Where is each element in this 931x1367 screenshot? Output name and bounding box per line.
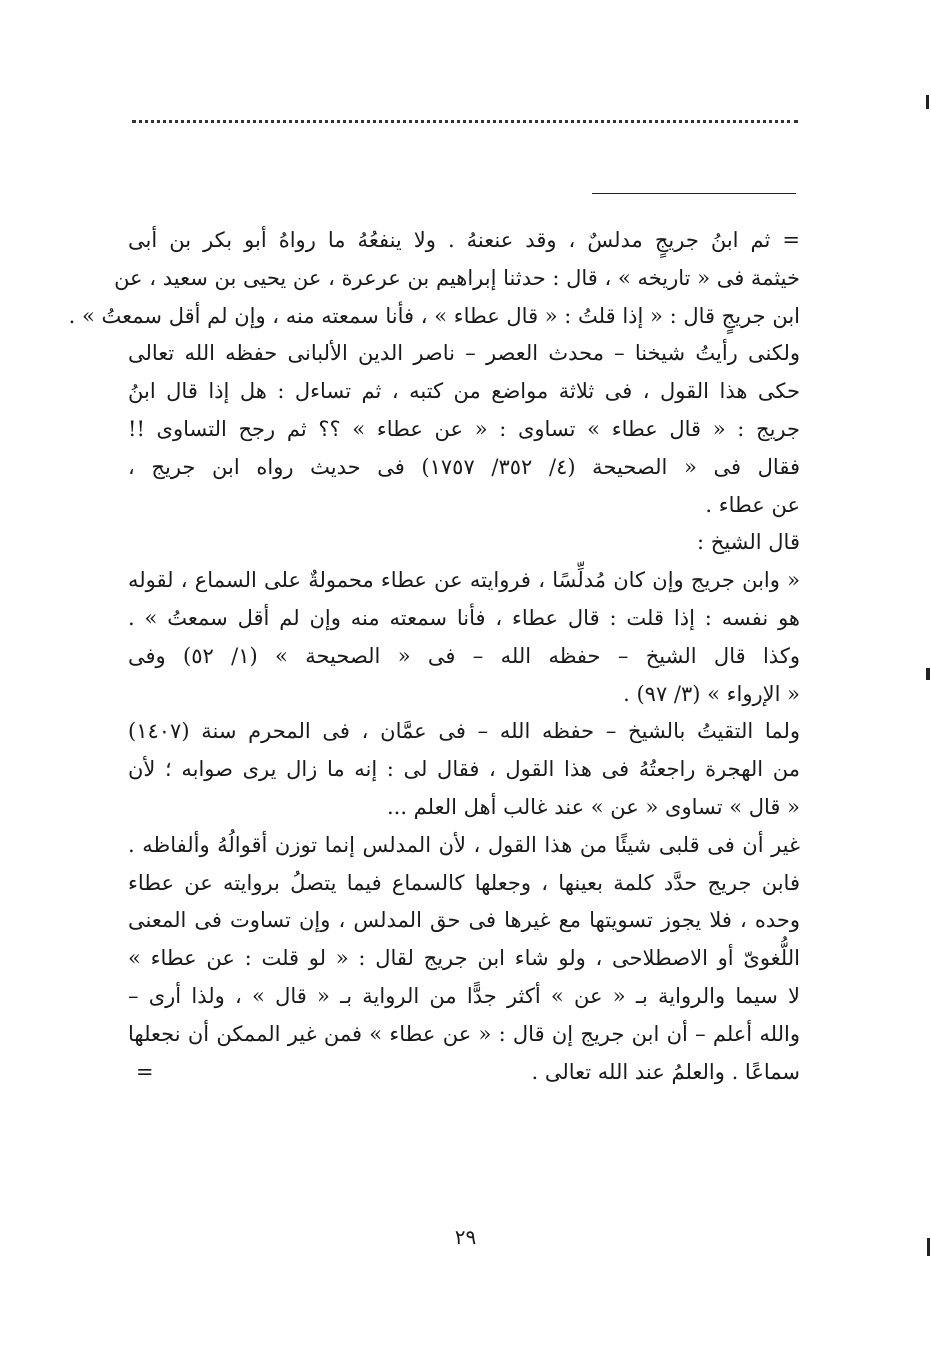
page-body-text	[68, 222, 800, 1091]
text-line: خيثمة فى « تاريخه » ، قال : حدثنا إبراهيم بن عرعرة ، عن يحيى بن سعيد ، عن	[114, 265, 800, 290]
text-line: = ثم ابنُ جريجٍ مدلسٌ ، وقد عنعنهُ . ولا ينفعُهُ ما رواهُ أبو بكر بن أبى	[128, 228, 800, 252]
scan-edge-mark	[926, 668, 930, 680]
text-line: « الإرواء » (٣/ ٩٧) .	[623, 681, 800, 706]
continuation-mark: =	[136, 1059, 154, 1084]
text-line: جريج : « قال عطاء » تساوى : « عن عطاء » ؟؟ ثم رجح التساوى !!	[128, 416, 800, 441]
footnote-rule	[592, 193, 796, 194]
text-line: فابن جريج حدَّد كلمة بعينها ، وجعلها كالسماع فيما يتصلُ بروايته عن عطاء	[128, 870, 800, 895]
text-line: لا سيما والرواية بـ « عن » أكثر جدًّا من الرواية بـ « قال » ، ولذا أرى –	[128, 983, 800, 1008]
text-line-final	[128, 1054, 800, 1092]
text-line: « قال » تساوى « عن » عند غالب أهل العلم ...	[386, 794, 800, 819]
text-line: والله أعلم – أن ابن جريج إن قال : « عن عطاء » فمن غير الممكن أن نجعلها	[128, 1021, 800, 1046]
page-number: ٢٩	[454, 1225, 477, 1249]
text-line: « وابن جريج وإن كان مُدلِّسًا ، فروايته عن عطاء محمولةٌ على السماع ، لقوله	[128, 568, 800, 593]
text-line: وكذا قال الشيخ – حفظه الله – فى « الصحيحة » (١/ ٥٢) وفى	[128, 643, 800, 668]
scan-edge-mark	[926, 95, 929, 109]
text-line: من الهجرة راجعتُهُ فى هذا القول ، فقال لى : إنه ما زال يرى صوابه ؛ لأن	[128, 757, 800, 782]
text-line: غير أن فى قلبى شيئًا من هذا القول ، لأن المدلس إنما توزن أقوالُهُ وألفاظه .	[128, 832, 800, 857]
text-line: ابن جريجٍ قال : « إذا قلتُ : « قال عطاء » ، فأنا سمعته منه ، وإن لم أقل سمعتُ » .	[68, 303, 800, 328]
text-line: ولكنى رأيتُ شيخنا – محدث العصر – ناصر الدين الألبانى حفظه الله تعالى	[128, 341, 800, 366]
text-line: عن عطاء .	[705, 492, 800, 517]
scan-edge-mark	[927, 1238, 930, 1256]
text-line: وحده ، فلا يجوز تسويتها مع غيرها فى حق المدلس ، وإن تساوت فى المعنى	[128, 908, 800, 933]
text-line: قال الشيخ :	[697, 530, 800, 555]
text-line: فقال فى « الصحيحة (٤/ ٣٥٢/ ١٧٥٧) فى حديث رواه ابن جريج ،	[128, 454, 800, 479]
text-line: حكى هذا القول ، فى ثلاثة مواضع من كتبه ، ثم تساءل : هل إذا قال ابنُ	[128, 379, 800, 404]
text-line: ولما التقيتُ بالشيخ – حفظه الله – فى عمَّان ، فى المحرم سنة (١٤٠٧)	[128, 719, 800, 744]
text-line: هو نفسه : إذا قلت : قال عطاء ، فأنا سمعته منه وإن لم أقل سمعتُ » .	[128, 605, 800, 630]
final-line-text: سماعًا . والعلمُ عند الله تعالى .	[531, 1059, 800, 1084]
dotted-separator	[132, 120, 798, 123]
text-line: اللُّغوىّ أو الاصطلاحى ، ولو شاء ابن جريج لقال : « لو قلت : عن عطاء »	[128, 946, 800, 971]
